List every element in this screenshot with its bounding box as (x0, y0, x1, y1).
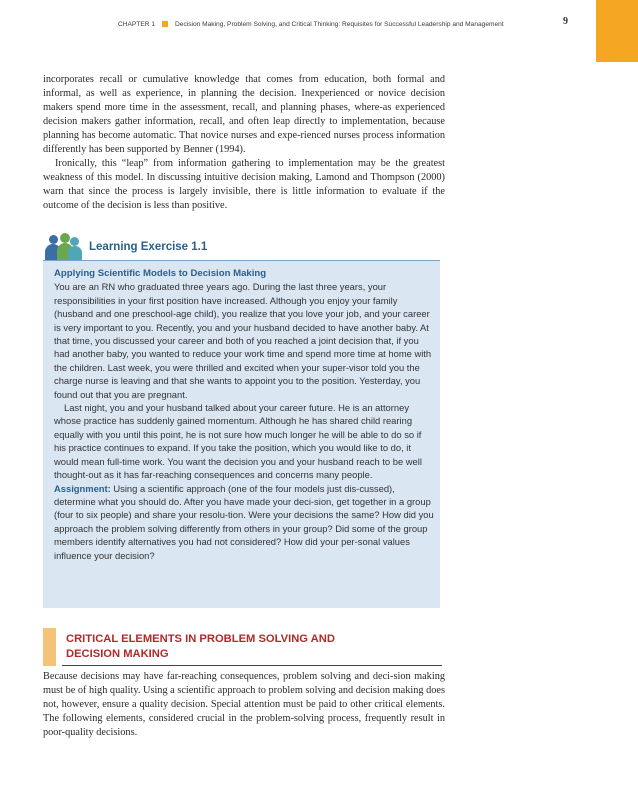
chapter-title: Decision Making, Problem Solving, and Critical Thinking: Requisites for Successful Leadership and Management (175, 20, 504, 28)
exercise-title: Applying Scientific Models to Decision Making (54, 268, 267, 279)
section-text (43, 670, 445, 740)
section-heading-rule (62, 665, 442, 666)
learning-exercise-header (43, 233, 443, 261)
running-header (118, 14, 588, 34)
people-group-icon (43, 233, 83, 261)
section-heading (66, 632, 396, 661)
page-corner-tab (596, 0, 638, 62)
exercise-paragraph-1: You are an RN who graduated three years ago. During the last three years, your responsibilities in your first position have increased. Although you enjoy your family (husband and one preschool-age child), you realize that you love your job, and your career is very important to you. Recently, you and your husband decided to have another baby. At that time, you discussed your career and both of you reached a joint decision that, if you had another baby, you wanted to reduce your work time and spend more time at home with the children. Last week, you were thrilled and excited when your super-visor told you the charge nurse is leaving and that she wants to appoint you to the position. Yesterday, you found out that you are pregnant. (54, 281, 432, 400)
assignment-text: Using a scientific approach (one of the four models just dis-cussed), determine what you should do. After you have made your deci-sion, get together in a group (four to six people) and share your resolu-tion. Were your decisions the same? How did you approach the problem solving differently from others in your group? Did some of the group members identify alternatives you had not considered? How did your per-sonal values influence your decision? (54, 482, 434, 561)
intro-text (43, 73, 445, 213)
section-heading-line-1: CRITICAL ELEMENTS IN PROBLEM SOLVING AND (66, 633, 335, 645)
exercise-paragraph-2: Last night, you and your husband talked about your career future. He is an attorney whose practice has suddenly gained momentum. Although he has shared child rearing equally with you until this point, he is not sure how much longer he will be able to do so if his practice continues to expand. If you take the position, which you would like to do, it would mean full-time work. You want the decision you and your husband reach to be well thought-out as it has far-reaching consequences and concerns many people. (54, 402, 422, 481)
exercise-assignment (54, 482, 434, 562)
chapter-label: CHAPTER 1 (118, 20, 156, 28)
assignment-label: Assignment: (54, 482, 111, 494)
section-paragraph: Because decisions may have far-reaching consequences, problem solving and deci-sion making must be of high quality. Using a scientific approach to problem solving and decision making does not, however, ensure a quality decision. Special attention must be paid to other critical elements. The following elements, considered crucial in the problem-solving process, frequently result in poor-quality decisions. (43, 671, 445, 738)
learning-exercise-box (43, 261, 440, 608)
section-heading-line-2: DECISION MAKING (66, 647, 169, 660)
section-accent-bar (43, 628, 56, 666)
intro-paragraph-2: Ironically, this “leap” from information gathering to implementation may be the greatest weakness of this model. In discussing intuitive decision making, Lamond and Thompson (2000) warn that since the process is largely invisible, there is little information to evaluate if the outcome of the decision is less than positive. (43, 158, 445, 211)
header-square-icon (162, 21, 168, 27)
learning-exercise-label: Learning Exercise 1.1 (89, 241, 208, 253)
page-number: 9 (563, 16, 568, 27)
intro-paragraph-1: incorporates recall or cumulative knowledge that comes from education, both formal and informal, as well as experience, in planning the decision. Inexperienced or novice decision makers spend more time in the assessment, recall, and planning phases, where-as experienced decision makers gather information, recall, and often leap directly to implementation, because planning has become automatic. That novice nurses and expe-rienced nurses process information differently has been supported by Benner (1994). (43, 74, 445, 155)
